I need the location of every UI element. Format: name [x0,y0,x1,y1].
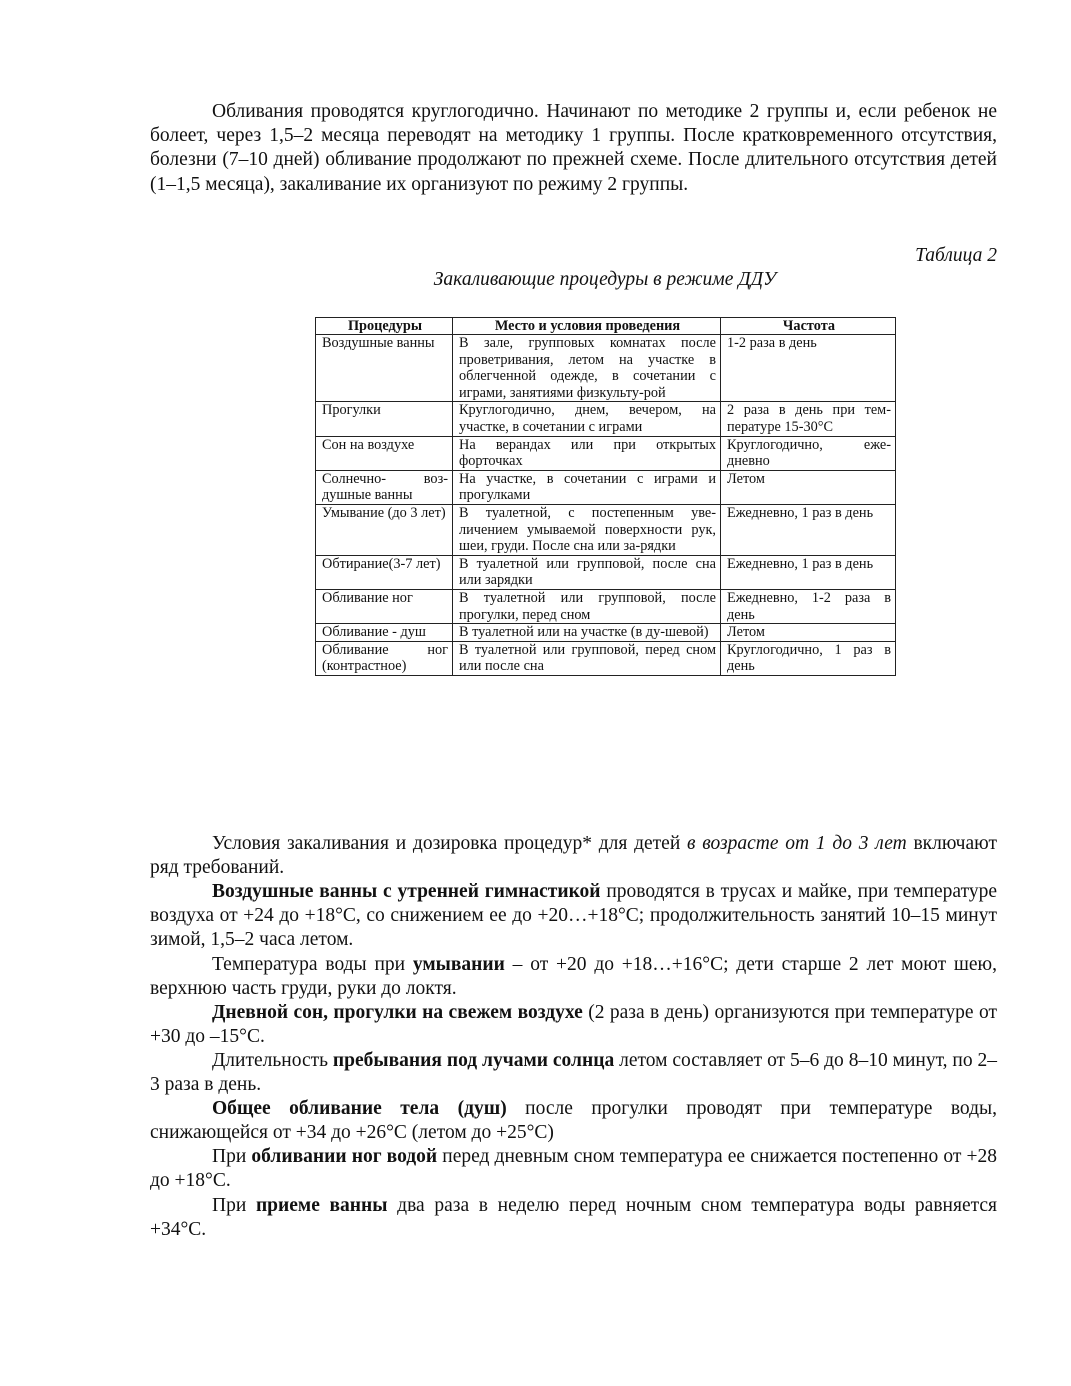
header-procedures: Процедуры [316,318,453,335]
cell-frequency: Ежедневно, 1-2 раза в день [721,589,896,623]
text-run: проводятся в трусах и майке, при температуре воздуха от +24 до +18°С, со снижением ее до +20…+18°С; продолжительность занятий 10–15 минут зимой, 1,5–2 часа летом. [150,881,997,951]
table-number: Таблица 2 [915,245,997,266]
table-row [316,624,896,642]
age-range-italic: в возрасте от 1 до 3 лет [687,833,907,854]
bold-term: обливании ног водой [251,1146,438,1167]
text-run: При [212,1195,256,1216]
day-sleep-paragraph [150,1001,997,1049]
table-row [316,402,896,436]
table-header-row [316,318,896,335]
intro-paragraph: Обливания проводятся круглогодично. Начинают по методике 2 группы и, если ребенок не болеет, через 1,5–2 месяца переводят на методику 1 группы. После кратковременного отсутствия, болезни (7–10 дней) обливание продолжают по прежней схеме. После длительного отсутствия детей (1–1,5 месяца), закаливание их организуют по режиму 2 группы. [150,101,997,195]
table-row [316,436,896,470]
table-row [316,641,896,675]
conditions-intro-paragraph [150,832,997,880]
cell-frequency: Летом [721,624,896,642]
cell-frequency: 1-2 раза в день [721,335,896,402]
table-row [316,555,896,589]
procedures-table [315,317,896,676]
text-run: При [212,1146,252,1167]
cell-procedure: Обливание - душ [316,624,453,642]
table-row [316,335,896,402]
cell-conditions: В туалетной или групповой, после сна или зарядки [453,555,721,589]
cell-conditions: На участке, в сочетании с играми и прогулками [453,470,721,504]
header-frequency: Частота [721,318,896,335]
cell-procedure: Обтирание(3-7 лет) [316,555,453,589]
text-run: Температура воды при [212,954,413,975]
cell-conditions: В туалетной или на участке (в ду-шевой) [453,624,721,642]
text-run: после прогулки проводят при температуре воды, снижающейся от +34 до +26°С (летом до +25°С) [150,1098,997,1144]
cell-conditions: В туалетной, с постепенным уве-личением умываемой поверхности рук, шеи, груди. После сна или за-рядки [453,504,721,555]
bath-paragraph [150,1194,997,1242]
text-run: включают ряд требований. [150,833,997,879]
table-row [316,589,896,623]
bold-term: пребывания под лучами солнца [332,1050,615,1071]
cell-frequency: Ежедневно, 1 раз в день [721,555,896,589]
table-row [316,504,896,555]
cell-conditions: В туалетной или групповой, перед сном или после сна [453,641,721,675]
cell-frequency: Круглогодично, 1 раз в день [721,641,896,675]
cell-conditions: На верандах или при открытых форточках [453,436,721,470]
cell-procedure: Обливание ног [316,589,453,623]
washing-paragraph [150,953,997,1001]
cell-procedure: Воздушные ванны [316,335,453,402]
header-place-conditions: Место и условия проведения [453,318,721,335]
bold-term: приеме ванны [255,1195,388,1216]
text-run: перед дневным сном температура ее снижается постепенно от +28 до +18°С. [150,1146,997,1192]
bold-term: Общее обливание тела (душ) [212,1098,507,1119]
cell-frequency: Ежедневно, 1 раз в день [721,504,896,555]
table-row [316,470,896,504]
sun-exposure-paragraph [150,1049,997,1097]
bold-term: умывании [412,954,505,975]
cell-conditions: Круглогодично, днем, вечером, на участке, в сочетании с играми [453,402,721,436]
cell-conditions: В зале, групповых комнатах после проветривания, летом на участке в облегченной одежде, в сочетании с играми, занятиями физкульту-рой [453,335,721,402]
cell-procedure: Обливание ног (контрастное) [316,641,453,675]
cell-procedure: Умывание (до 3 лет) [316,504,453,555]
bold-term: Дневной сон, прогулки на свежем воздухе [212,1002,583,1023]
text-run: два раза в неделю перед ночным сном температура воды равняется +34°С. [150,1195,997,1241]
air-baths-paragraph [150,880,997,953]
text-run: (2 раза в день) организуются при температуре от +30 до –15°С. [150,1002,997,1048]
feet-dousing-paragraph [150,1145,997,1193]
cell-procedure: Сон на воздухе [316,436,453,470]
text-run: Длительность [212,1050,333,1071]
cell-frequency: Круглогодично, еже-дневно [721,436,896,470]
text-run: – от +20 до +18…+16°С; дети старше 2 лет моют шею, верхнюю часть груди, руки до локтя. [150,954,997,1000]
bold-term: Воздушные ванны с утренней гимнастикой [212,881,601,902]
cell-frequency: 2 раза в день при тем-пературе 15-30°С [721,402,896,436]
cell-procedure: Солнечно- воз-душные ванны [316,470,453,504]
cell-frequency: Летом [721,470,896,504]
text-run: Условия закаливания и дозировка процедур* для детей [212,833,688,854]
cell-conditions: В туалетной или групповой, после прогулки, перед сном [453,589,721,623]
text-run: летом составляет от 5–6 до 8–10 минут, по 2–3 раза в день. [150,1050,997,1096]
shower-paragraph [150,1097,997,1145]
table-caption: Закаливающие процедуры в режиме ДДУ [433,269,777,290]
cell-procedure: Прогулки [316,402,453,436]
